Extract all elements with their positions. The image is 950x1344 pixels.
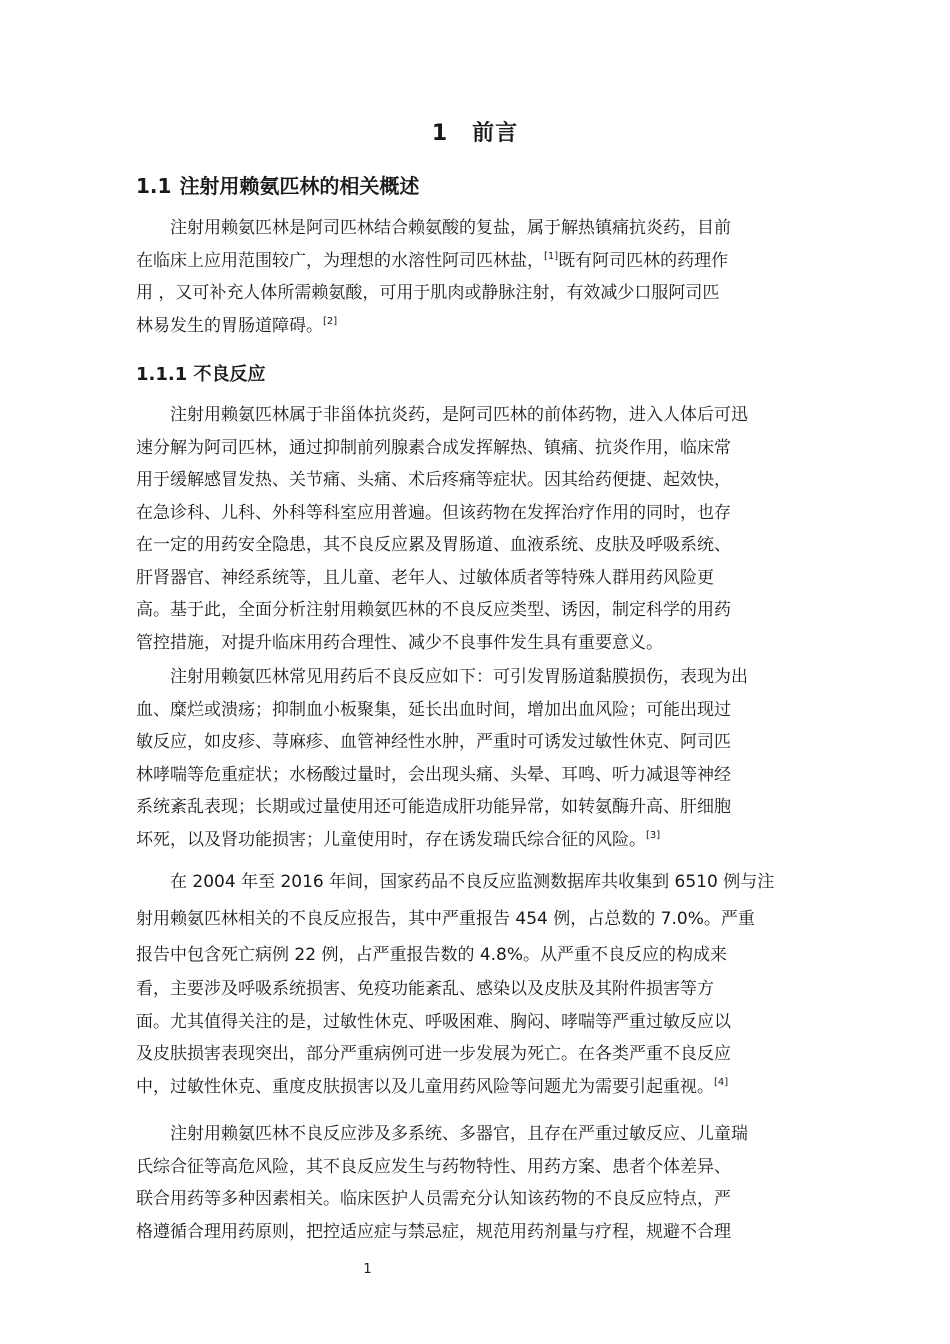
section-number: 1.1 — [136, 174, 172, 198]
paragraph-line: 速分解为阿司匹林，通过抑制前列腺素合成发挥解热、镇痛、抗炎作用，临床常 — [136, 437, 731, 458]
citation-ref[interactable]: [3] — [646, 829, 661, 841]
paragraph-line: 看，主要涉及呼吸系统损害、免疫功能紊乱、感染以及皮肤及其附件损害等方 — [136, 979, 714, 999]
paragraph-line: 系统紊乱表现；长期或过量使用还可能造成肝功能异常，如转氨酶升高、肝细胞 — [136, 797, 731, 817]
line-text: 既有阿司匹林的药理作 — [558, 250, 729, 271]
paragraph-line: 氏综合征等高危风险，其不良反应发生与药物特性、用药方案、患者个体差异、 — [136, 1156, 731, 1177]
paragraph-line: 报告中包含死亡病例 22 例，占严重报告数的 4.8%。从严重不良反应的构成来 — [136, 945, 728, 965]
paragraph-line: 用于缓解感冒发热、关节痛、头痛、术后疼痛等症状。因其给药便捷、起效快， — [136, 470, 731, 490]
paragraph-1 — [136, 212, 816, 342]
chapter-heading — [0, 116, 950, 147]
paragraph-line: 格遵循合理用药原则，把控适应症与禁忌症，规范用药剂量与疗程，规避不合理 — [136, 1221, 731, 1242]
paragraph-line — [136, 245, 816, 278]
paragraph-4 — [136, 864, 816, 1103]
citation-ref[interactable]: [4] — [714, 1076, 729, 1088]
paragraph-2 — [136, 399, 816, 659]
chapter-title: 前言 — [472, 121, 519, 146]
paragraph-line: 血、糜烂或溃疡；抑制血小板聚集，延长出血时间，增加出血风险；可能出现过 — [136, 699, 731, 720]
paragraph-line: 注射用赖氨匹林是阿司匹林结合赖氨酸的复盐，属于解热镇痛抗炎药，目前 — [170, 218, 731, 238]
line-text: 在临床上应用范围较广，为理想的水溶性阿司匹林盐， — [136, 250, 544, 271]
paragraph-line: 在一定的用药安全隐患，其不良反应累及胃肠道、血液系统、皮肤及呼吸系统、 — [136, 535, 731, 555]
line-text: 中，过敏性休克、重度皮肤损害以及儿童用药风险等问题尤为需要引起重视。 — [136, 1076, 714, 1097]
paragraph-line: 联合用药等多种因素相关。临床医护人员需充分认知该药物的不良反应特点，严 — [136, 1189, 731, 1209]
paragraph-line: 敏反应，如皮疹、荨麻疹、血管神经性水肿，严重时可诱发过敏性休克、阿司匹 — [136, 732, 731, 752]
paragraph-line: 注射用赖氨匹林常见用药后不良反应如下：可引发胃肠道黏膜损伤，表现为出 — [170, 667, 748, 687]
paragraph-line: 射用赖氨匹林相关的不良反应报告，其中严重报告 454 例，占总数的 7.0%。严重 — [136, 908, 755, 929]
paragraph-line: 注射用赖氨匹林属于非甾体抗炎药，是阿司匹林的前体药物，进入人体后可迅 — [170, 405, 748, 425]
paragraph-3 — [136, 661, 816, 856]
subsection-number: 1.1.1 — [136, 364, 188, 385]
paragraph-line: 管控措施，对提升临床用药合理性、减少不良事件发生具有重要意义。 — [136, 632, 663, 653]
paragraph-line: 林哮喘等危重症状；水杨酸过量时，会出现头痛、头晕、耳鸣、听力减退等神经 — [136, 764, 731, 785]
line-text: 坏死，以及肾功能损害；儿童使用时，存在诱发瑞氏综合征的风险。 — [136, 829, 646, 850]
citation-ref[interactable]: [2] — [323, 315, 338, 327]
paragraph-line — [136, 824, 816, 857]
paragraph-line: 面。尤其值得关注的是，过敏性休克、呼吸困难、胸闷、哮喘等严重过敏反应以 — [136, 1011, 731, 1032]
paragraph-line: 注射用赖氨匹林不良反应涉及多系统、多器官，且存在严重过敏反应、儿童瑞 — [170, 1124, 748, 1144]
paragraph-5 — [136, 1118, 816, 1248]
paragraph-line: 用 ，又可补充人体所需赖氨酸，可用于肌肉或静脉注射，有效减少口服阿司匹 — [136, 283, 720, 303]
section-heading — [136, 170, 419, 199]
page-number: 1 — [363, 1262, 372, 1277]
subsection-title: 不良反应 — [193, 364, 266, 385]
paragraph-line: 在急诊科、儿科、外科等科室应用普遍。但该药物在发挥治疗作用的同时，也存 — [136, 502, 731, 523]
paragraph-line: 及皮肤损害表现突出，部分严重病例可进一步发展为死亡。在各类严重不良反应 — [136, 1044, 731, 1064]
paragraph-line: 高。基于此，全面分析注射用赖氨匹林的不良反应类型、诱因，制定科学的用药 — [136, 600, 731, 620]
paragraph-line: 肝肾器官、神经系统等，且儿童、老年人、过敏体质者等特殊人群用药风险更 — [136, 567, 714, 588]
subsection-heading — [136, 360, 266, 386]
section-title: 注射用赖氨匹林的相关概述 — [179, 174, 420, 198]
paragraph-line: 在 2004 年至 2016 年间，国家药品不良反应监测数据库共收集到 6510 例与注 — [170, 872, 775, 892]
paragraph-line — [136, 1071, 816, 1104]
paragraph-line — [136, 310, 816, 343]
chapter-number: 1 — [431, 121, 449, 146]
citation-ref[interactable]: [1] — [544, 250, 559, 262]
line-text: 林易发生的胃肠道障碍。 — [136, 315, 323, 336]
